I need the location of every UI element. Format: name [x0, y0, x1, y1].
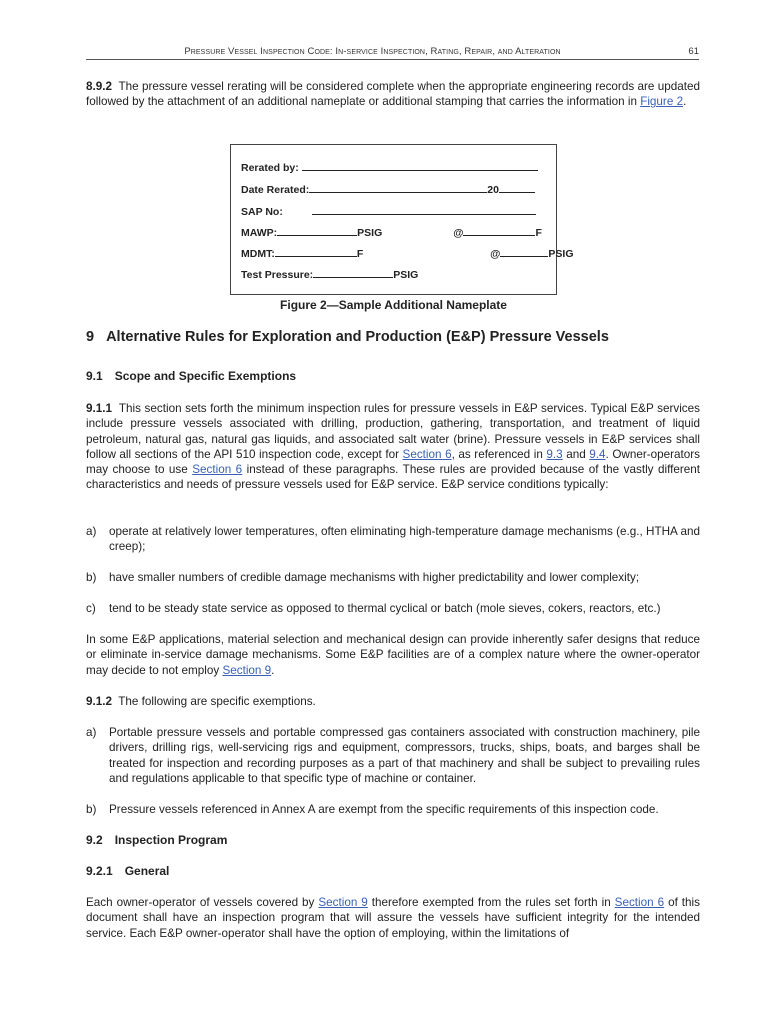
list-item-text: Portable pressure vessels and portable compressed gas containers associated with construction machinery, pile drivers, drilling rigs, well-servicing rigs and equipment, compressors, trucks, ships, boats, and barges shall be treated for inspection and recording purposes as a part of that machinery and shall be subject to prevailing rules and regulations applicable to that specific type of machine or container.	[109, 726, 700, 785]
figure-caption: Figure 2—Sample Additional Nameplate	[280, 298, 507, 312]
clause-number: 9.1.2	[86, 695, 112, 708]
clause-9-4-link[interactable]: 9.4	[589, 447, 606, 461]
heading-title: General	[124, 864, 170, 878]
paragraph-ep-applications	[86, 632, 700, 678]
paragraph-8-9-2	[86, 79, 700, 110]
paragraph-text: , as referenced in	[451, 447, 547, 461]
list-item	[86, 570, 700, 585]
date-rerated-label: Date Rerated:	[241, 184, 310, 196]
mdmt-blank	[275, 245, 357, 257]
paragraph-text: instead of these paragraphs. These rules are provided because of the vastly different characteristics and needs of pressure vessels used for E&P service. E&P service conditions typically:	[86, 463, 700, 492]
paragraph-text: . Owner-operators may choose to use	[86, 447, 701, 477]
list-item	[86, 802, 700, 817]
section-6-link[interactable]: Section 6	[192, 463, 243, 477]
clause-number: 9.1.1	[86, 402, 112, 415]
header-title: Pressure Vessel Inspection Code: In-service Inspection, Rating, Repair, and Alteration	[184, 46, 561, 57]
section-9-heading	[86, 330, 609, 345]
test-pressure-blank	[313, 266, 393, 278]
sap-no-label: SAP No:	[241, 206, 283, 218]
mawp-label: MAWP:	[241, 227, 278, 239]
heading-9-2	[86, 833, 227, 848]
year-prefix: 20	[487, 184, 499, 196]
section-6-link[interactable]: Section 6	[614, 896, 665, 909]
figure-2-link[interactable]: Figure 2	[640, 95, 684, 109]
list-item-text: tend to be steady state service as opposed to thermal cyclical or batch (mole sieves, cokers, reactors, etc.)	[109, 602, 661, 615]
running-header	[86, 44, 699, 60]
date-rerated-blank	[309, 181, 487, 193]
mdmt-row	[241, 245, 574, 262]
list-item	[86, 524, 700, 555]
paragraph-text: This section sets forth the minimum inspection rules for pressure vessels in E&P services. Typical E&P services include pressure vessels associated with drilling, production, gathering, transportation, and treatment of liquid petroleum, natural gas, natural gas liquids, and associated salt water (brine). Pressure vessels in E&P services shall follow all sections of the API 510 inspection code, except for	[86, 402, 700, 461]
mawp-blank	[277, 224, 357, 236]
section-title: Alternative Rules for Exploration and Production (E&P) Pressure Vessels	[106, 329, 609, 345]
mawp-temp-blank	[463, 224, 535, 236]
test-pressure-unit: PSIG	[393, 269, 419, 281]
heading-number: 9.2	[86, 833, 103, 847]
paragraph-text: Each owner-operator of vessels covered by	[86, 896, 319, 909]
year-blank	[499, 181, 535, 193]
list-item-text: operate at relatively lower temperatures, often eliminating high-temperature damage mechanisms (e.g., HTHA and creep);	[109, 525, 700, 554]
sap-no-blank	[312, 203, 536, 215]
heading-number: 9.2.1	[86, 864, 113, 878]
mdmt-pressure-blank	[500, 245, 548, 257]
section-9-link[interactable]: Section 9	[318, 896, 368, 909]
list-item-text: have smaller numbers of credible damage mechanisms with higher predictability and lower complexity;	[109, 571, 640, 584]
section-9-link[interactable]: Section 9	[222, 663, 272, 677]
rerated-by-label: Rerated by:	[241, 162, 299, 174]
list-marker: b)	[86, 803, 97, 816]
mawp-at: @	[453, 227, 464, 239]
paragraph-text: In some E&P applications, material selection and mechanical design can provide inherently safer designs that reduce or eliminate in-service damage mechanisms. Some E&P facilities are of a complex nature where the owner-operator may decide to not employ	[86, 633, 700, 677]
clause-number: 8.9.2	[86, 80, 112, 93]
list-marker: a)	[86, 726, 97, 739]
nameplate-figure	[230, 144, 574, 295]
rerated-by-blank	[302, 159, 538, 171]
mawp-row	[241, 224, 542, 241]
list-item-text: Pressure vessels referenced in Annex A are exempt from the specific requirements of this inspection code.	[109, 803, 659, 816]
list-item	[86, 725, 700, 786]
rerated-by-row	[241, 159, 538, 176]
mdmt-at: @	[490, 248, 501, 260]
heading-title: Inspection Program	[114, 833, 228, 847]
test-pressure-row	[241, 266, 418, 283]
paragraph-end: .	[683, 95, 687, 109]
section-6-link[interactable]: Section 6	[402, 447, 452, 461]
mdmt-label: MDMT:	[241, 248, 275, 260]
paragraph-text: of this document shall have an inspection program that will assure the vessels have sufficient integrity for the intended service. Each E&P owner-operator shall have the option of employing, within the limitations of	[86, 896, 700, 940]
sap-no-row	[241, 203, 536, 220]
mawp-unit: PSIG	[357, 227, 383, 239]
list-marker: b)	[86, 571, 97, 584]
date-rerated-row	[241, 181, 535, 198]
mdmt-pressure-unit: PSIG	[548, 248, 574, 260]
mawp-temp-unit: F	[535, 227, 542, 239]
paragraph-text: The following are specific exemptions.	[118, 695, 316, 708]
paragraph-text: therefore exempted from the rules set forth in	[367, 896, 615, 909]
paragraph-end: .	[271, 663, 275, 677]
paragraph-9-1-1	[86, 401, 700, 493]
paragraph-text: and	[562, 447, 590, 461]
list-marker: a)	[86, 525, 97, 538]
heading-9-1	[86, 369, 296, 384]
heading-9-2-1	[86, 864, 169, 879]
list-item	[86, 601, 700, 616]
clause-9-3-link[interactable]: 9.3	[546, 447, 563, 461]
paragraph-9-1-2	[86, 694, 700, 709]
heading-title: Scope and Specific Exemptions	[114, 369, 297, 383]
test-pressure-label: Test Pressure:	[241, 269, 314, 281]
mdmt-unit: F	[356, 248, 364, 260]
section-number: 9	[86, 329, 95, 345]
paragraph-text: The pressure vessel rerating will be considered complete when the appropriate engineering records are updated followed by the attachment of an additional nameplate or additional stamping that carries the information in	[86, 80, 700, 109]
page-number: 61	[688, 46, 699, 57]
paragraph-9-2-1	[86, 895, 700, 941]
list-marker: c)	[86, 602, 96, 615]
heading-number: 9.1	[86, 369, 103, 383]
